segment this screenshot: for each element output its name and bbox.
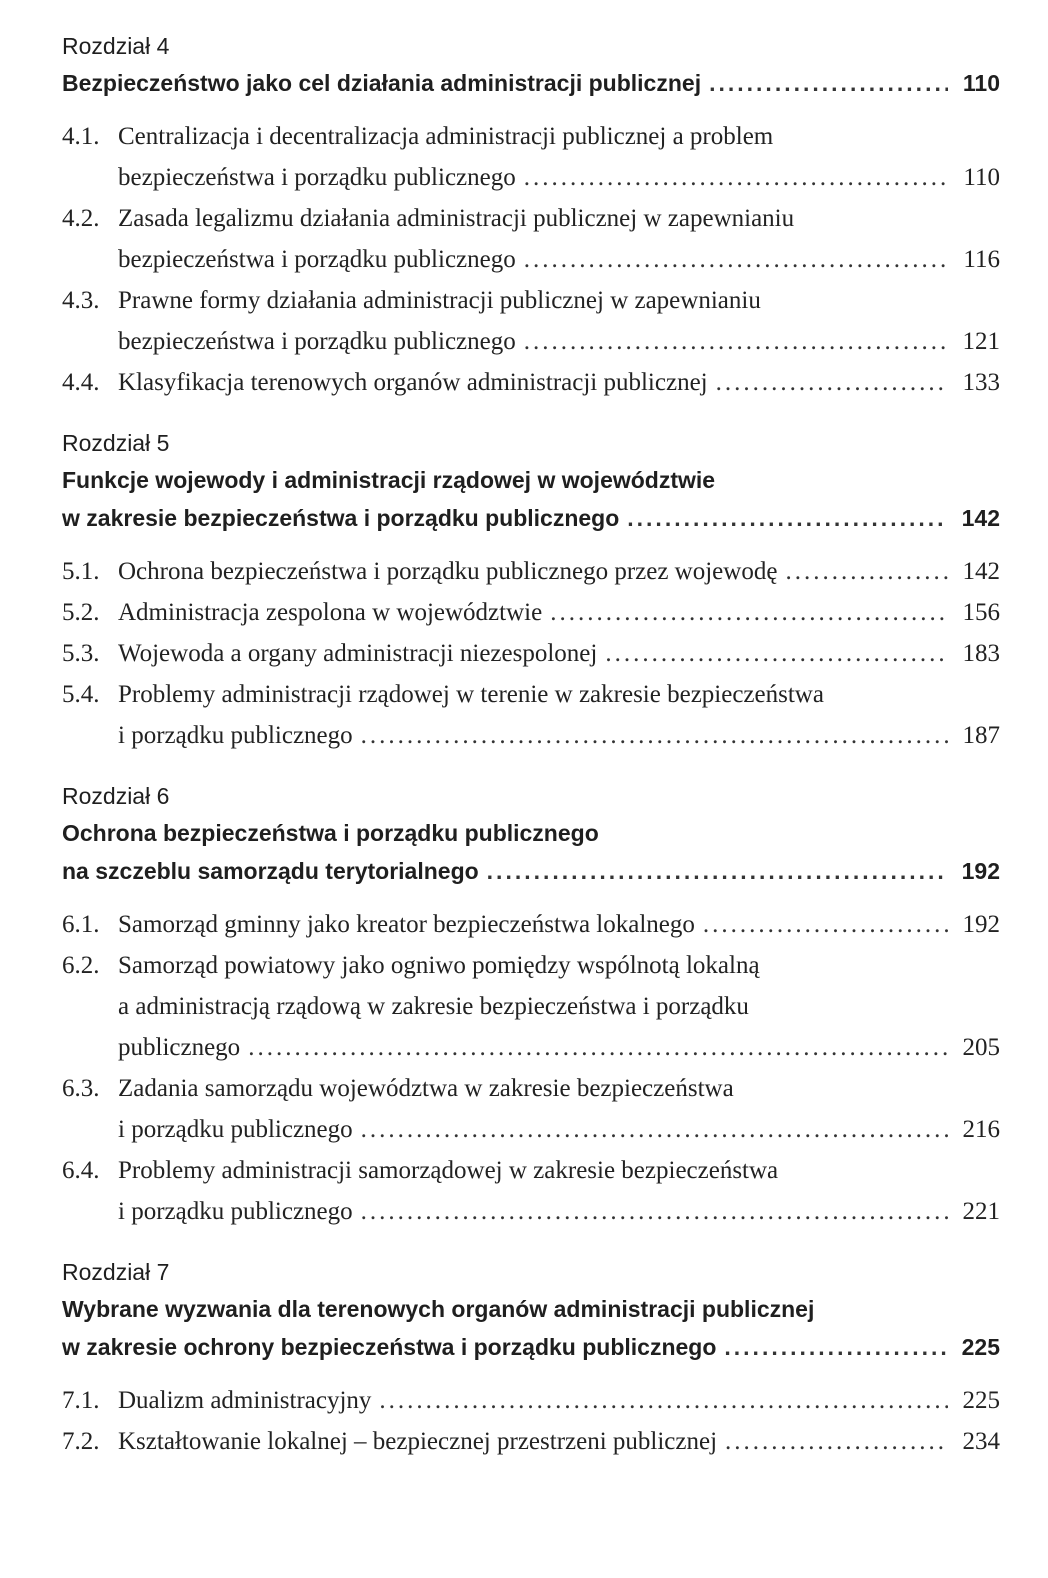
- entry-text: i porządku publicznego: [118, 722, 353, 749]
- entry-page-number: 156: [962, 599, 1000, 626]
- entry-line: [62, 1150, 1000, 1191]
- dot-leader: [379, 1380, 948, 1421]
- entry-line: [62, 1068, 1000, 1109]
- chapter-title-row: [62, 64, 1000, 102]
- chapter-title-line: w zakresie bezpieczeństwa i porządku publicznego: [62, 505, 620, 531]
- entry-text: publicznego: [118, 1034, 241, 1061]
- chapter-label: Rozdział 6: [62, 783, 170, 809]
- toc-entry: [62, 674, 1000, 756]
- entry-number: 7.1.: [62, 1387, 100, 1414]
- entry-line: [62, 116, 1000, 157]
- toc-entry: [62, 280, 1000, 362]
- toc-entry: [62, 551, 1000, 592]
- entry-line: [62, 1027, 1000, 1068]
- chapter-title-line: Bezpieczeństwo jako cel działania administracji publicznej: [62, 70, 702, 96]
- entry-page-number: 221: [962, 1198, 1000, 1225]
- entry-page-number: 133: [962, 369, 1000, 396]
- entry-number: 5.1.: [62, 558, 100, 585]
- entry-text: bezpieczeństwa i porządku publicznego: [118, 164, 516, 191]
- entry-text: bezpieczeństwa i porządku publicznego: [118, 328, 516, 355]
- entry-line: [62, 986, 1000, 1027]
- entry-number: 6.2.: [62, 952, 100, 979]
- chapter-page-number: 110: [962, 70, 1000, 96]
- dot-leader: [524, 239, 948, 280]
- entry-text: Klasyfikacja terenowych organów administracji publicznej: [118, 369, 708, 396]
- entry-number: 6.1.: [62, 911, 100, 938]
- entry-number: 5.4.: [62, 681, 100, 708]
- dot-leader: [785, 551, 948, 592]
- entry-number: 7.2.: [62, 1428, 100, 1455]
- toc-entry: [62, 362, 1000, 403]
- dot-leader: [524, 157, 948, 198]
- toc-entry: [62, 633, 1000, 674]
- chapter-title-row: [62, 1328, 1000, 1366]
- dot-leader: [550, 592, 948, 633]
- dot-leader: [627, 499, 948, 537]
- chapter-title-line: w zakresie ochrony bezpieczeństwa i porządku publicznego: [62, 1334, 717, 1360]
- entry-line: [62, 633, 1000, 674]
- chapter-label: Rozdział 4: [62, 33, 170, 59]
- entry-number: 4.4.: [62, 369, 100, 396]
- entry-number: 4.1.: [62, 123, 100, 150]
- entry-number: 5.3.: [62, 640, 100, 667]
- entry-line: [62, 1191, 1000, 1232]
- entry-number: 6.3.: [62, 1075, 100, 1102]
- dot-leader: [487, 852, 948, 890]
- toc-entry: [62, 1068, 1000, 1150]
- dot-leader: [361, 1109, 948, 1150]
- toc-entry: [62, 1380, 1000, 1421]
- toc-entry: [62, 904, 1000, 945]
- entry-page-number: 183: [962, 640, 1000, 667]
- entry-text: Problemy administracji rządowej w terenie w zakresie bezpieczeństwa: [118, 681, 824, 708]
- entry-page-number: 216: [962, 1116, 1000, 1143]
- dot-leader: [605, 633, 948, 674]
- entry-line: [62, 198, 1000, 239]
- entry-text: Ochrona bezpieczeństwa i porządku publicznego przez wojewodę: [118, 558, 778, 585]
- toc-entry: [62, 1421, 1000, 1462]
- entry-text: Administracja zespolona w województwie: [118, 599, 543, 626]
- entry-page-number: 110: [963, 164, 1000, 191]
- entry-line: [62, 592, 1000, 633]
- chapter-page-number: 225: [961, 1334, 1000, 1360]
- entry-text: Problemy administracji samorządowej w zakresie bezpieczeństwa: [118, 1157, 779, 1184]
- entry-number: 4.2.: [62, 205, 100, 232]
- entry-line: [62, 551, 1000, 592]
- entry-line: [62, 1421, 1000, 1462]
- entry-text: Kształtowanie lokalnej – bezpiecznej przestrzeni publicznej: [118, 1428, 718, 1455]
- dot-leader: [361, 1191, 948, 1232]
- chapter-section: [62, 1254, 1000, 1462]
- toc-entry: [62, 1150, 1000, 1232]
- entry-page-number: 187: [962, 722, 1000, 749]
- dot-leader: [703, 904, 948, 945]
- chapter-title-line: Funkcje wojewody i administracji rządowej w województwie: [62, 467, 716, 493]
- toc-entry: [62, 116, 1000, 198]
- dot-leader: [248, 1027, 948, 1068]
- entry-line: [62, 674, 1000, 715]
- entry-text: Centralizacja i decentralizacja administracji publicznej a problem: [118, 123, 774, 150]
- dot-leader: [709, 64, 948, 102]
- entry-text: i porządku publicznego: [118, 1116, 353, 1143]
- dot-leader: [725, 1421, 948, 1462]
- chapter-title-line: Wybrane wyzwania dla terenowych organów administracji publicznej: [62, 1296, 815, 1322]
- chapter-title-row: [62, 852, 1000, 890]
- toc-entry: [62, 945, 1000, 1068]
- entry-text: i porządku publicznego: [118, 1198, 353, 1225]
- dot-leader: [716, 362, 948, 403]
- entry-text: Prawne formy działania administracji publicznej w zapewnianiu: [118, 287, 761, 314]
- chapter-page-number: 192: [961, 858, 1000, 884]
- entry-line: [62, 362, 1000, 403]
- entry-line: [62, 239, 1000, 280]
- entry-text: bezpieczeństwa i porządku publicznego: [118, 246, 516, 273]
- entry-text: Wojewoda a organy administracji niezespolonej: [118, 640, 598, 667]
- entry-line: [62, 1380, 1000, 1421]
- entry-page-number: 205: [962, 1034, 1000, 1061]
- chapter-page-number: 142: [961, 505, 1000, 531]
- chapter-label: Rozdział 5: [62, 430, 170, 456]
- entry-text: a administracją rządową w zakresie bezpieczeństwa i porządku: [118, 993, 749, 1020]
- entry-page-number: 121: [962, 328, 1000, 355]
- toc-entry: [62, 198, 1000, 280]
- entry-text: Samorząd powiatowy jako ogniwo pomiędzy wspólnotą lokalną: [118, 952, 760, 979]
- entry-line: [62, 1109, 1000, 1150]
- entry-text: Samorząd gminny jako kreator bezpieczeństwa lokalnego: [118, 911, 695, 938]
- entry-page-number: 116: [963, 246, 1000, 273]
- entry-text: Zasada legalizmu działania administracji publicznej w zapewnianiu: [118, 205, 795, 232]
- chapter-title-line: na szczeblu samorządu terytorialnego: [62, 858, 479, 884]
- entry-line: [62, 945, 1000, 986]
- entry-line: [62, 715, 1000, 756]
- entry-number: 6.4.: [62, 1157, 100, 1184]
- entry-number: 5.2.: [62, 599, 100, 626]
- chapter-section: [62, 425, 1000, 756]
- chapter-title-line: Ochrona bezpieczeństwa i porządku publicznego: [62, 820, 599, 846]
- entry-page-number: 225: [962, 1387, 1000, 1414]
- chapter-label: Rozdział 7: [62, 1259, 170, 1285]
- entry-number: 4.3.: [62, 287, 100, 314]
- entry-line: [62, 321, 1000, 362]
- entry-text: Dualizm administracyjny: [118, 1387, 372, 1414]
- chapter-section: [62, 28, 1000, 403]
- entry-line: [62, 904, 1000, 945]
- dot-leader: [724, 1328, 948, 1366]
- dot-leader: [361, 715, 948, 756]
- toc-entry: [62, 592, 1000, 633]
- entry-text: Zadania samorządu województwa w zakresie bezpieczeństwa: [118, 1075, 734, 1102]
- chapter-title-row: [62, 499, 1000, 537]
- entry-page-number: 142: [962, 558, 1000, 585]
- dot-leader: [524, 321, 948, 362]
- entry-page-number: 234: [962, 1428, 1000, 1455]
- entry-line: [62, 157, 1000, 198]
- entry-line: [62, 280, 1000, 321]
- chapter-section: [62, 778, 1000, 1232]
- entry-page-number: 192: [962, 911, 1000, 938]
